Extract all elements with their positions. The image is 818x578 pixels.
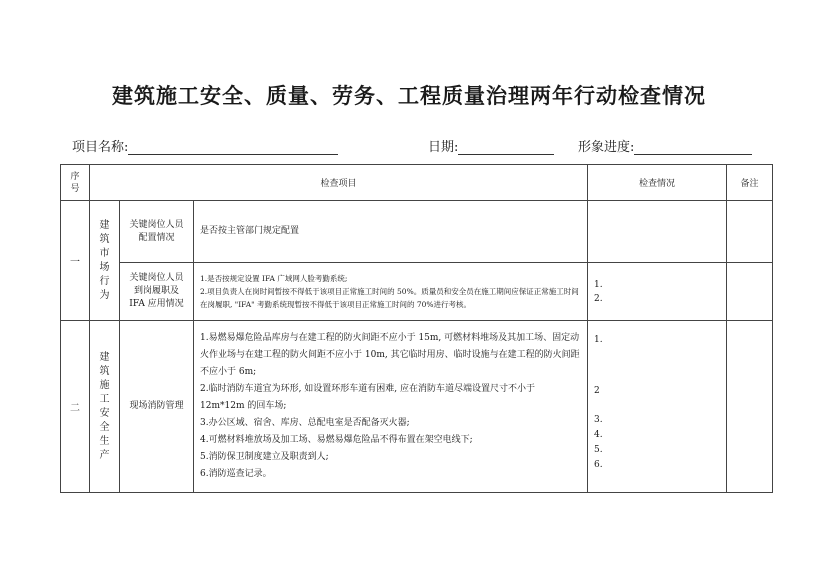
project-name-field[interactable]	[72, 136, 338, 155]
header-remarks: 备注	[727, 165, 773, 201]
subcategory-label: 现场消防管理	[120, 321, 194, 493]
subcategory-label: 关键岗位人员 到岗履职及 IFA 应用情况	[120, 263, 194, 321]
progress-line	[634, 140, 752, 155]
table-row	[61, 263, 773, 321]
header-check-items: 检查项目	[90, 165, 588, 201]
subcategory-label: 关键岗位人员 配置情况	[120, 201, 194, 263]
remarks-cell[interactable]	[727, 201, 773, 263]
check-item-text: 是否按主管部门规定配置	[194, 201, 588, 263]
section-category: 建 筑 市 场 行 为	[90, 201, 120, 321]
check-status-cell[interactable]: 1. 2.	[588, 263, 727, 321]
section-number: 一	[61, 201, 90, 321]
page-title: 建筑施工安全、质量、劳务、工程质量治理两年行动检查情况	[112, 83, 706, 108]
table-header-row	[61, 165, 773, 201]
project-name-line	[128, 140, 338, 155]
meta-row	[72, 136, 762, 156]
table-row	[61, 321, 773, 493]
date-label: 日期:	[428, 140, 459, 155]
project-name-label: 项目名称:	[72, 140, 129, 155]
date-field[interactable]	[428, 136, 554, 155]
progress-field[interactable]	[578, 136, 752, 155]
inspection-table	[60, 164, 773, 493]
section-number: 二	[61, 321, 90, 493]
remarks-cell[interactable]	[727, 263, 773, 321]
table-row	[61, 201, 773, 263]
section-category: 建 筑 施 工 安 全 生 产	[90, 321, 120, 493]
progress-label: 形象进度:	[578, 140, 635, 155]
check-item-text: 1.是否按规定设置 IFA 广域网人脸考勤系统; 2.项目负责人在岗时间暂按不得低于该项目正常施工时间的 50%。质量员和安全员在施工期间应保证正常施工时间在岗履职, "IFA" 考勤系统现暂按不得低于该项目正常施工时间的 70%进行考核。	[194, 263, 588, 321]
check-status-cell[interactable]: 1. 2 3. 4. 5. 6.	[588, 321, 727, 493]
header-seq: 序 号	[61, 165, 90, 201]
check-item-text: 1.易燃易爆危险品库房与在建工程的防火间距不应小于 15m, 可燃材料堆场及其加工场、固定动火作业场与在建工程的防火间距不应小于 10m, 其它临时用房、临时设施与在建工程的防火间距不应小于 6m; 2.临时消防车道宜为环形, 如设置环形车道有困难, 应在消防车道尽端设置尺寸不小于 12m*12m 的回车场; 3.办公区域、宿舍、库房、总配电室是否配备灭火器; 4.可燃材料堆放场及加工场、易燃易爆危险品不得布置在架空电线下; 5.消防保卫制度建立及职责到人; 6.消防巡查记录。	[194, 321, 588, 493]
header-check-status: 检查情况	[588, 165, 727, 201]
remarks-cell[interactable]	[727, 321, 773, 493]
check-status-cell[interactable]	[588, 201, 727, 263]
date-line	[458, 140, 554, 155]
